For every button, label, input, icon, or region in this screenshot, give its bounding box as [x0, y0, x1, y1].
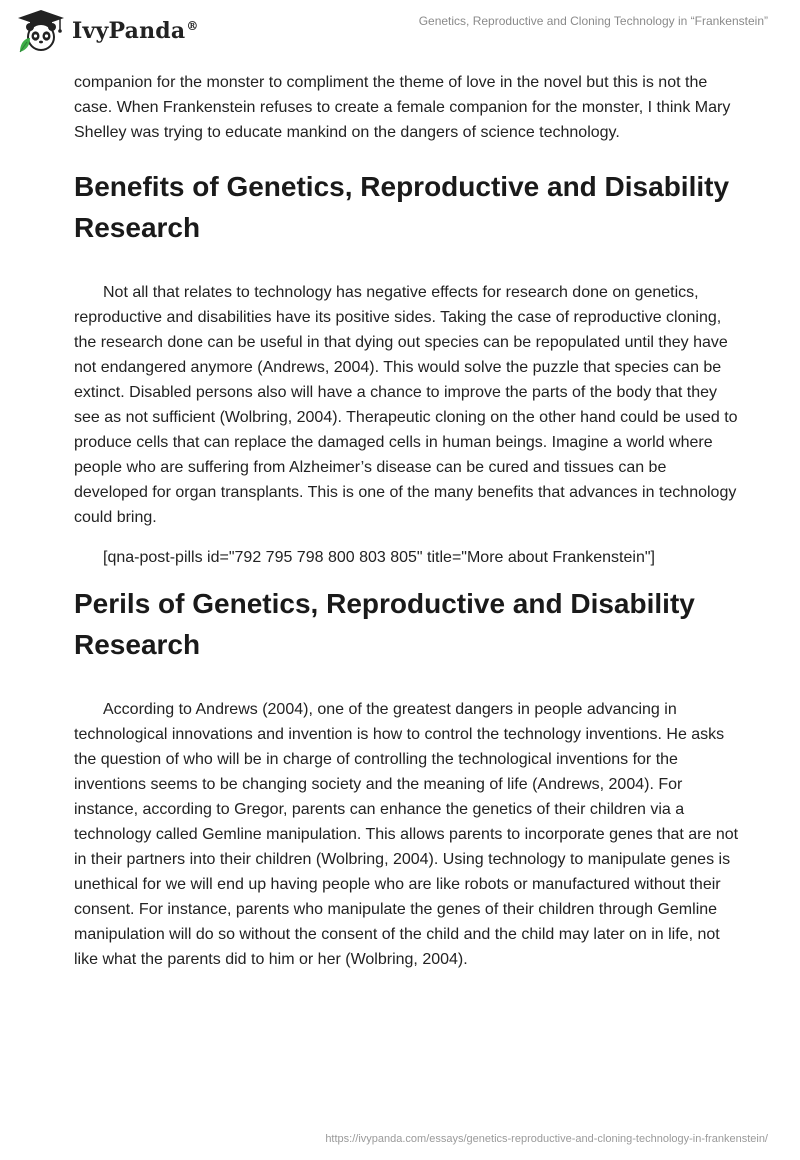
document-title: Genetics, Reproductive and Cloning Technology in “Frankenstein” [418, 14, 768, 28]
brand-name-text: IvyPanda [72, 18, 186, 44]
qna-shortcode-text: [qna-post-pills id="792 795 798 800 803 805" title="More about Frankenstein"] [103, 549, 655, 566]
perils-paragraph: According to Andrews (2004), one of the greatest dangers in people advancing in technological innovations and invention is how to control the technology inventions. He asks the question of who will be in charge of controlling the technological inventions for the inventions seems to be changing society and the meaning of life (Andrews, 2004). For instance, according to Gregor, parents can enhance the genetics of their children via a technology called Gemline manipulation. This allows parents to incorporate genes that are not in their partners into their children (Wolbring, 2004). Using technology to manipulate genes is unethical for we will end up having people who are like robots or manufactured without their consent. For instance, parents who manipulate the genes of their children through Gemline manipulation will do so without the consent of the child and the child may later on in life, not like what the parents did to him or her (Wolbring, 2004). [74, 701, 739, 968]
brand-name [72, 18, 199, 44]
benefits-paragraph: Not all that relates to technology has negative effects for research done on genetics, reproductive and disabilities have its positive sides. Taking the case of reproductive cloning, the research done can be useful in that dying out species can be repopulated until they have not endangered anymore (Andrews, 2004). This would solve the puzzle that species can be extinct. Disabled persons also will have a chance to improve the parts of the body that they see as not sufficient (Wolbring, 2004). Therapeutic cloning on the other hand could be used to produce cells that can replace the damaged cells in human beings. Imagine a world where people who are suffering from Alzheimer’s disease can be cured and tissues can be developed for organ transplants. This is one of the many benefits that advances in technology could bring. [74, 284, 738, 526]
registered-mark: ® [186, 18, 199, 33]
page-header [0, 0, 800, 64]
intro-paragraph: companion for the monster to compliment the theme of love in the novel but this is not the case. When Frankenstein refuses to create a female companion for the monster, I think Mary Shelley was trying to educate mankind on the dangers of science technology. [74, 74, 731, 141]
benefits-heading: Benefits of Genetics, Reproductive and Disability Research [74, 171, 730, 243]
source-url[interactable]: https://ivypanda.com/essays/genetics-reproductive-and-cloning-technology-in-frankenstein/ [325, 1133, 768, 1145]
article-body [74, 70, 744, 972]
ivypanda-logo[interactable] [14, 8, 199, 54]
perils-heading: Perils of Genetics, Reproductive and Disability Research [74, 588, 695, 660]
panda-graduate-icon [14, 8, 68, 54]
